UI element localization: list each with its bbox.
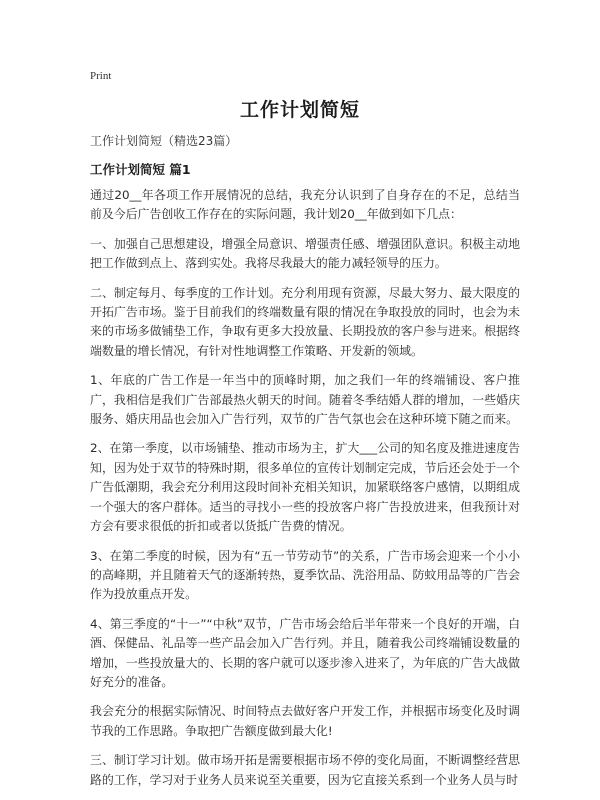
paragraph-point-1: 一、加强自己思想建设，增强全局意识、增强责任感、增强团队意识。积极主动地把工作做到点上、落到实处。我将尽我最大的能力减轻领导的压力。 [90,236,520,271]
print-label: Print [90,70,112,82]
paragraph-intro: 通过20__年各项工作开展情况的总结，我充分认识到了自身存在的不足，总结当前及今后广告创收工作存在的实际问题，我计划20__年做到如下几点： [90,188,520,222]
paragraph-point-3: 三、制订学习计划。做市场开拓是需要根据市场不停的变化局面，不断调整经营思路的工作，学习对于业务人员来说至关重要，因为它直接关系到一个业务人员与时 [90,753,520,787]
paragraph-summary: 我会充分的根据实际情况、时间特点去做好客户开发工作，并根据市场变化及时调节我的工作思路。争取把广告额度做到最大化! [90,704,520,738]
paragraph-item-2: 2、在第一季度，以市场铺垫、推动市场为主，扩大___公司的知名度及推进速度告知，因为处于双节的特殊时期，很多单位的宣传计划制定完成，节后还会处于一个广告低潮期，我会充分利用这段时间补充相关知识，加紧联络客户感情，以期组成一个强大的客户群体。适当的寻找小一些的投放客户将广告投放进来，但我预计对方会有要求很低的折扣或者以货抵广告费的情况。 [90,441,520,534]
page-title: 工作计划简短 [239,99,360,121]
document-subtitle: 工作计划简短（精选23篇） [90,134,238,148]
document-body [90,186,520,800]
paragraph-point-2: 二、制定每月、每季度的工作计划。充分利用现有资源，尽最大努力、最大限度的开拓广告市场。鉴于目前我们的终端数量有限的情况在争取投放的同时，也会为未来的市场多做铺垫工作，争取有更多大投放量、长期投放的客户参与进来。根据终端数量的增长情况，有针对性地调整工作策略、开发新的领域。 [90,285,520,358]
paragraph-item-4: 4、第三季度的“十一”“中秋”双节，广告市场会给后半年带来一个良好的开端，白酒、保健品、礼品等一些产品会加入广告行列。并且，随着我公司终端铺设数量的增加，一些投放量大的、长期的客户就可以逐步渗入进来了，为年底的广告大战做好充分的准备。 [90,616,520,689]
paragraph-item-3: 3、在第二季度的时候，因为有“五一节劳动节”的关系，广告市场会迎来一个小小的高峰期，并且随着天气的逐渐转热，夏季饮品、洗浴用品、防蚊用品等的广告会作为投放重点开发。 [90,548,520,602]
paragraph-item-1: 1、年底的广告工作是一年当中的顶峰时期，加之我们一年的终端铺设、客户推广，我相信是我们广告部最热火朝天的时间。随着冬季结婚人群的增加，一些婚庆服务、婚庆用品也会加入广告行列，双节的广告气氛也会在这种环境下随之而来。 [90,373,520,427]
section-heading: 工作计划简短 篇1 [90,162,191,177]
